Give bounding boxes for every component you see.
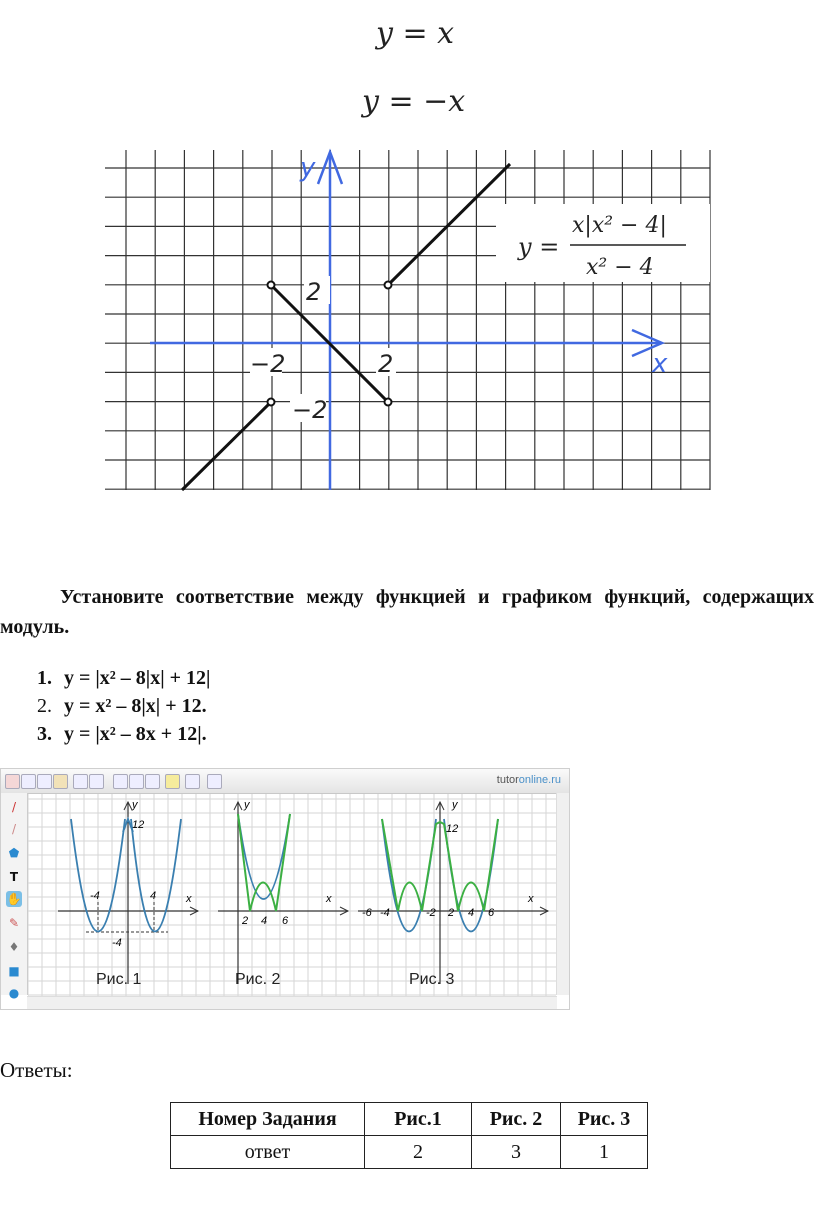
answers-label: Ответы: xyxy=(0,1058,73,1082)
svg-text:2: 2 xyxy=(242,915,249,927)
table-cell: 3 xyxy=(472,1136,561,1169)
tool-icon[interactable] xyxy=(129,774,144,789)
svg-text:12: 12 xyxy=(132,819,145,831)
graph-branch-right xyxy=(388,164,510,285)
formula-lhs: y = xyxy=(518,233,560,261)
pencil-icon[interactable]: / xyxy=(11,800,17,814)
close-icon[interactable] xyxy=(5,774,20,789)
svg-text:y: y xyxy=(132,799,138,811)
svg-text:-6: -6 xyxy=(362,907,372,919)
y-axis-label: y xyxy=(300,153,316,183)
open-point xyxy=(385,399,392,406)
tick-label-y-2: 2 xyxy=(306,278,322,306)
svg-text:x: x xyxy=(186,893,192,905)
figure-caption: Рис. 2 xyxy=(235,971,281,988)
applet-left-toolbar xyxy=(1,793,28,1000)
svg-text:4: 4 xyxy=(150,890,157,902)
tick-label-x-neg2: −2 xyxy=(250,350,286,378)
graph-applet xyxy=(0,768,570,1010)
table-row xyxy=(171,1103,648,1136)
eraser-icon[interactable]: ✎ xyxy=(8,916,20,930)
formula-y-equals-minus-x: y = −x xyxy=(362,84,466,119)
graph-branch-left xyxy=(182,402,271,490)
rectangle-icon[interactable]: ■ xyxy=(8,964,20,978)
tool-icon[interactable] xyxy=(113,774,128,789)
shape-icon[interactable] xyxy=(145,774,160,789)
table-header-cell: Рис. 3 xyxy=(561,1103,648,1136)
tick-label-x-2: 2 xyxy=(378,350,394,378)
figure-caption: Рис. 3 xyxy=(409,971,455,988)
svg-text:y: y xyxy=(244,799,250,811)
svg-text:-4: -4 xyxy=(380,907,390,919)
line-icon[interactable]: / xyxy=(11,822,17,836)
table-cell: 1 xyxy=(561,1136,648,1169)
svg-text:2: 2 xyxy=(448,907,455,919)
table-header-cell: Рис.1 xyxy=(365,1103,472,1136)
function-list xyxy=(32,664,210,748)
tick-label-y-neg2: −2 xyxy=(292,396,328,424)
brand-logo: tutoronline.ru xyxy=(496,774,561,786)
task-instruction: Установите соответствие между функцией и графиком функций, содержащих модуль. xyxy=(0,586,814,638)
formula-y-equals-x: y = x xyxy=(376,16,455,51)
circle-icon[interactable]: ● xyxy=(8,986,20,1000)
list-item: 3. y = |x² – 8x + 12|. xyxy=(37,723,207,745)
open-point xyxy=(385,282,392,289)
table-cell: 2 xyxy=(365,1136,472,1169)
applet-canvas xyxy=(28,794,556,996)
undo-icon[interactable] xyxy=(73,774,88,789)
formula-denominator: x² − 4 xyxy=(586,255,654,280)
keyboard-icon[interactable] xyxy=(207,774,222,789)
svg-text:x: x xyxy=(326,893,332,905)
svg-text:6: 6 xyxy=(488,907,495,919)
polygon-icon[interactable]: ⬟ xyxy=(8,846,20,860)
svg-text:4: 4 xyxy=(468,907,475,919)
svg-text:-4: -4 xyxy=(90,890,100,902)
svg-text:x: x xyxy=(528,893,534,905)
x-axis-label: x xyxy=(652,349,668,379)
redo-icon[interactable] xyxy=(89,774,104,789)
horizontal-scrollbar[interactable] xyxy=(27,996,557,1009)
applet-toolbar xyxy=(1,769,569,794)
answers-table xyxy=(170,1102,648,1169)
list-item: 1. y = |x² – 8|x| + 12| xyxy=(37,667,211,689)
fill-icon[interactable]: ♦ xyxy=(8,940,20,954)
table-header-cell: Номер Задания xyxy=(171,1103,365,1136)
svg-text:-4: -4 xyxy=(112,937,122,949)
table-header-cell: Рис. 2 xyxy=(472,1103,561,1136)
vertical-scrollbar[interactable] xyxy=(556,793,569,995)
svg-text:6: 6 xyxy=(282,915,289,927)
table-row xyxy=(171,1136,648,1169)
figure-caption: Рис. 1 xyxy=(96,971,142,988)
hand-icon[interactable]: ✋ xyxy=(6,892,22,906)
table-cell: ответ xyxy=(171,1136,365,1169)
svg-text:12: 12 xyxy=(446,823,459,835)
svg-text:4: 4 xyxy=(261,915,268,927)
tool-icon[interactable] xyxy=(21,774,36,789)
open-point xyxy=(268,399,275,406)
graph-grid xyxy=(105,150,710,490)
line-width-icon[interactable] xyxy=(185,774,200,789)
list-item: 2. y = x² – 8|x| + 12. xyxy=(37,695,207,717)
folder-icon[interactable] xyxy=(53,774,68,789)
svg-text:-2: -2 xyxy=(426,907,436,919)
svg-text:y: y xyxy=(452,799,458,811)
text-icon[interactable]: T xyxy=(9,870,19,884)
formula-numerator: x|x² − 4| xyxy=(572,213,667,238)
open-point xyxy=(268,282,275,289)
tool-icon[interactable] xyxy=(37,774,52,789)
pen-icon[interactable] xyxy=(165,774,180,789)
function-graph xyxy=(0,140,816,510)
